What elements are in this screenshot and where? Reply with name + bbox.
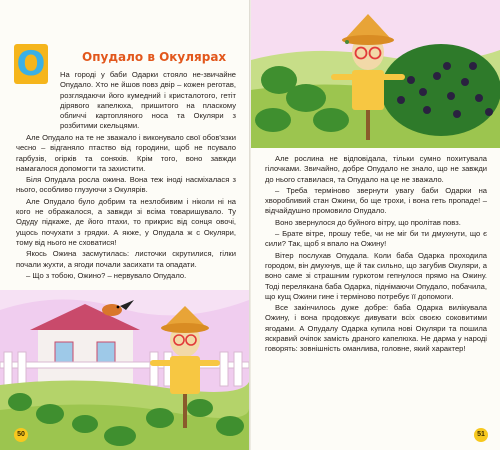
illustration-scarecrow-bush: [251, 0, 500, 148]
paragraph: – Що з тобою, Ожино? – нервувало Опудало.: [26, 270, 187, 280]
page-number-left: 50: [14, 428, 28, 442]
paragraph: На городі у баби Одарки стояло не-звичайне Опудало. Хто не йшов повз двір – кожен реготав, розглядаючи його кумедний і кристалотого, гетіт дірявого капелюха, пришитого на пласкому обличчі картопляного носа та Окуляри з розбитими скельцями.: [60, 70, 236, 131]
paragraph: Все закінчилось дуже добре: баба Одарка вилікувала Ожину, і вона продовжує дивувати всіх своєю соковитими ягодами. А Опудалу Одарка купила нові Окуляри та пошила яскравий очіпок замість драного капелюха. Не дарма у народі говорять: зовнішність оманлива, головне, який характер!: [265, 303, 487, 354]
dropcap: [14, 44, 48, 84]
paragraph: Воно звернулося до буйного вітру, що пролітав повз.: [275, 217, 461, 227]
left-text-top: [60, 70, 236, 133]
paragraph: Біля Опудала росла ожина. Вона теж іноді насміхалася з нього, особливо глузуючи з Окулярів.: [16, 175, 236, 195]
right-text-body: [265, 154, 487, 356]
paragraph: Вітер послухав Опудала. Коли баба Одарка проходила городом, він дмухнув, ще й так сильно, що загубив Окуляри, а воно саме зі страшним гуркотом гепнулося прямо на Ожину. Тоді перелякана баба Одарка, піднімаючи Опудало, побачила, що кущ Ожини гине і терміново потребує її допомоги.: [265, 250, 487, 301]
left-text-body: [16, 133, 236, 282]
paragraph: – Брате вітре, прошу тебе, чи не міг би ти дмухнути, що є сили? Так, щоб я впало на Ожину!: [265, 229, 487, 249]
left-page: [0, 0, 249, 450]
illustration-scarecrow-house: [0, 290, 249, 450]
paragraph: Але рослина не відповідала, тільки сумно похитувала гілочками. Звичайно, добре Опудало не знало, що не завжди до нього ставилася, та Опудало на це не зважало.: [265, 154, 487, 184]
story-title: Опудало в Окулярах: [82, 50, 227, 64]
paragraph: Якось Ожина засмутилась: листочки скрутилися, гілки почали жухти, а ягоди почали засихати та опадати.: [16, 249, 236, 269]
paragraph: – Треба терміново звернути увагу баби Одарки на хворобливий стан Ожини, бо ще трохи, і вона геть пропаде! – відчайдушно промовило Опудало.: [265, 185, 487, 216]
dropcap-letter: О: [16, 44, 46, 84]
page-number-right: 51: [474, 428, 488, 442]
right-page: [251, 0, 500, 450]
paragraph: Але Опудало на те не зважало і виконувало свої обов'язки чесно – відганяло птаство від городини, щоб не псувало гарбузів, огірків та соняхів. Крім того, воно завжди намагалося допомогти та захистити.: [16, 133, 236, 173]
paragraph: Але Опудало було добрим та незлобивим і ніколи ні на кого не ображалося, а завжди зі всіма товаришувало. Ту Одуду підкаже, де його птахи, то прикрис від сонця овочі, ущось почухати з грядки. А якже, у Опудала ж с Окуляри, тому від нього не сховатися!: [16, 196, 236, 247]
